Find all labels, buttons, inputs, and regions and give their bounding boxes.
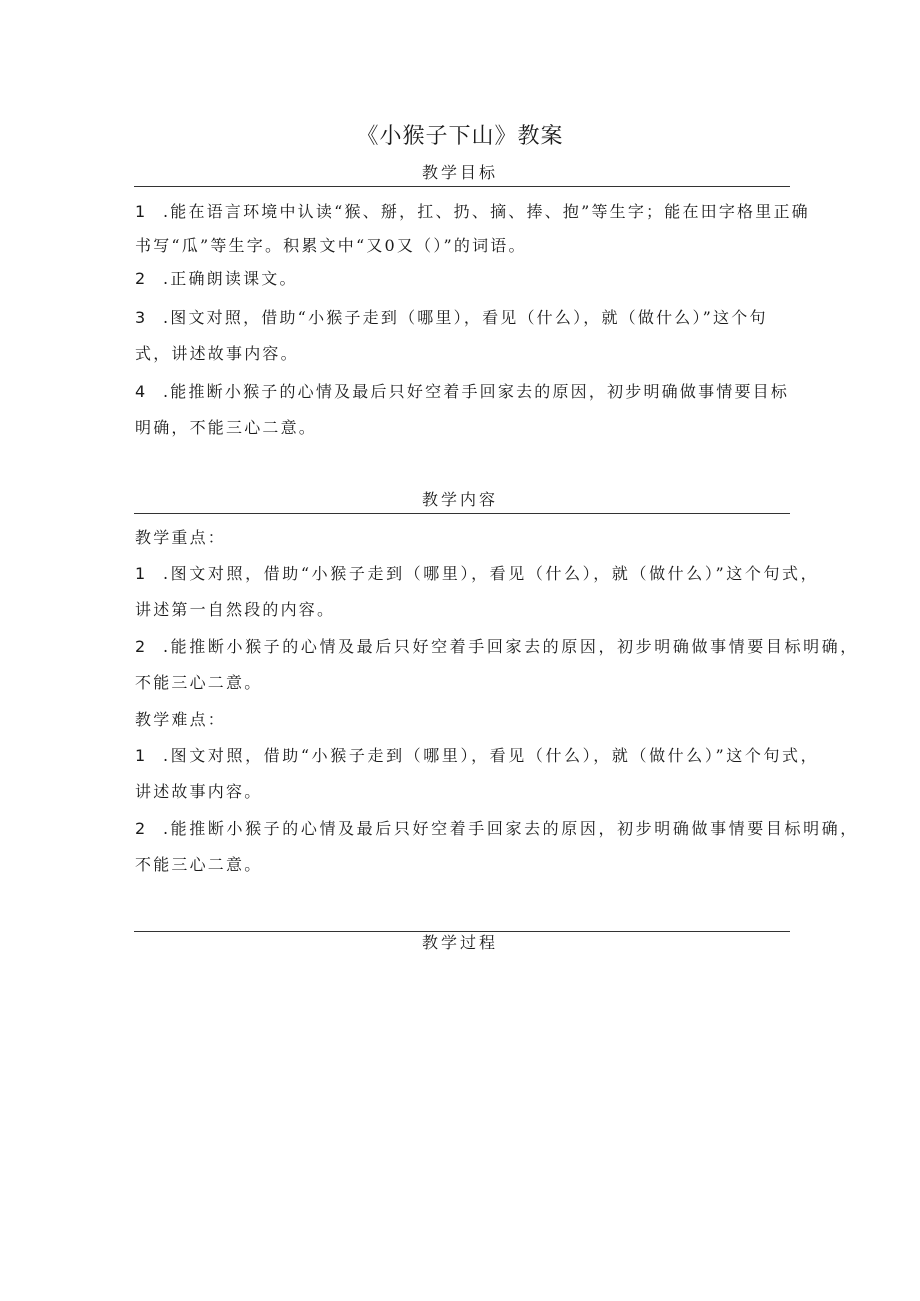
document-title: 《小猴子下山》教案 (356, 124, 564, 149)
difficult-item-1-line-2: 讲述故事内容。 (135, 782, 263, 801)
key-item-2-line-1 (135, 636, 859, 658)
goal-item-2-number: 2 (135, 269, 146, 288)
goal-item-4-line-1 (135, 381, 789, 403)
goal-item-4-line-2: 明确，不能三心二意。 (135, 418, 318, 437)
divider-content (134, 513, 790, 514)
divider-goals (134, 186, 790, 187)
goal-item-1-text: .能在语言环境中认读“猴、掰，扛、扔、摘、捧、抱”等生字；能在田字格里正确 (163, 202, 810, 221)
goal-item-1-line-2: 书写“瓜”等生字。积累文中“又0又（）”的词语。 (135, 236, 527, 255)
difficult-item-1-number: 1 (135, 746, 146, 765)
divider-process (134, 931, 790, 932)
goal-item-3-line-1 (135, 307, 768, 329)
key-points-label: 教学重点： (135, 528, 227, 547)
section-heading-goals: 教学目标 (421, 163, 498, 182)
key-item-2-text: .能推断小猴子的心情及最后只好空着手回家去的原因，初步明确做事情要目标明确， (163, 637, 859, 656)
key-item-2-line-2: 不能三心二意。 (135, 673, 263, 692)
difficult-item-1-text: .图文对照，借助“小猴子走到（哪里），看见（什么），就（做什么）”这个句式， (163, 746, 820, 765)
difficult-points-label: 教学难点： (135, 710, 227, 729)
key-item-1-number: 1 (135, 564, 146, 583)
goal-item-2 (135, 268, 298, 290)
goal-item-4-number: 4 (135, 382, 146, 401)
section-heading-content: 教学内容 (421, 490, 498, 509)
goal-item-2-text: .正确朗读课文。 (163, 269, 298, 288)
key-item-2-number: 2 (135, 637, 146, 656)
section-heading-process: 教学过程 (421, 933, 498, 952)
difficult-item-2-text: .能推断小猴子的心情及最后只好空着手回家去的原因，初步明确做事情要目标明确， (163, 819, 859, 838)
difficult-item-2-line-1 (135, 818, 859, 840)
goal-item-1-number: 1 (135, 202, 146, 221)
goal-item-3-text: .图文对照，借助“小猴子走到（哪里），看见（什么），就（做什么）”这个句 (163, 308, 768, 327)
difficult-item-2-line-2: 不能三心二意。 (135, 855, 263, 874)
goal-item-1-line-1 (135, 201, 810, 223)
key-item-1-line-2: 讲述第一自然段的内容。 (135, 600, 336, 619)
goal-item-4-text: .能推断小猴子的心情及最后只好空着手回家去的原因，初步明确做事情要目标 (163, 382, 790, 401)
goal-item-3-number: 3 (135, 308, 146, 327)
key-item-1-line-1 (135, 563, 819, 585)
difficult-item-2-number: 2 (135, 819, 146, 838)
key-item-1-text: .图文对照，借助“小猴子走到（哪里），看见（什么），就（做什么）”这个句式， (163, 564, 820, 583)
goal-item-3-line-2: 式，讲述故事内容。 (135, 344, 299, 363)
difficult-item-1-line-1 (135, 745, 819, 767)
